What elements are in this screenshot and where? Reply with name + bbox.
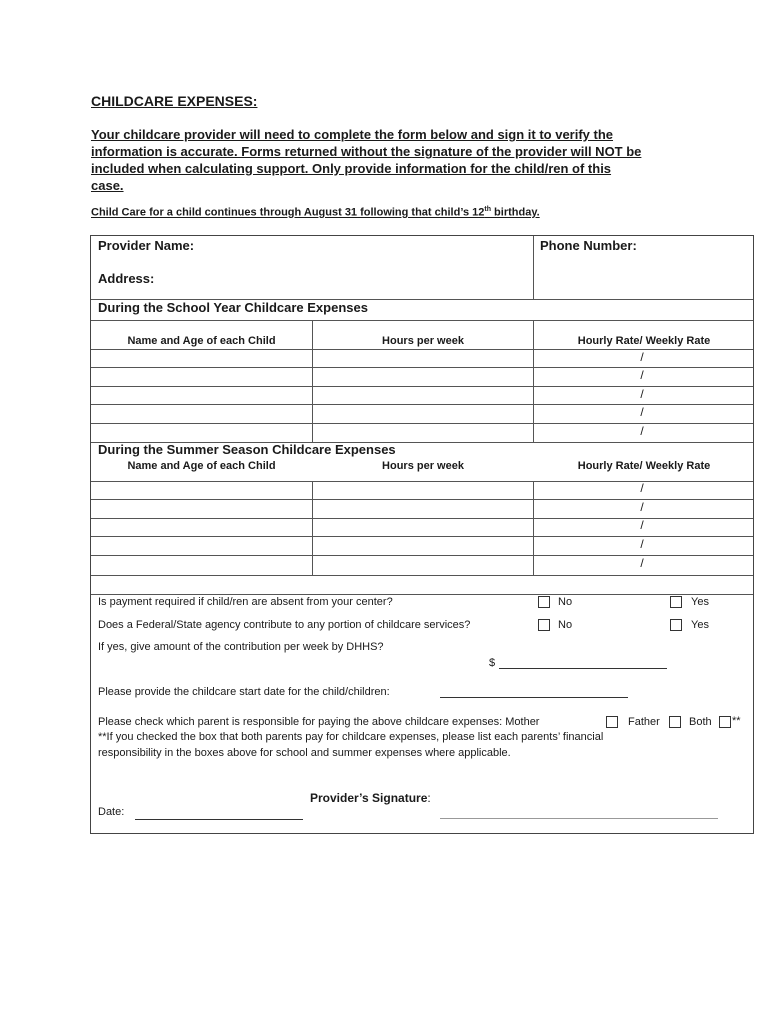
absent-payment-question: Is payment required if child/ren are absent from your center? — [98, 596, 393, 608]
agency-no-label: No — [558, 619, 573, 631]
summer-section-title: During the Summer Season Childcare Expenses — [98, 442, 396, 457]
agency-question: Does a Federal/State agency contribute to any portion of childcare services? — [98, 619, 471, 631]
contribution-amount-field[interactable] — [499, 668, 667, 669]
table-row — [91, 423, 753, 424]
summer-rate-cell[interactable]: / — [640, 518, 644, 532]
instruction-line: case. — [91, 178, 124, 193]
provider-name-label: Provider Name: — [98, 238, 195, 253]
table-row — [91, 386, 753, 387]
absent-no-checkbox[interactable] — [538, 596, 550, 608]
start-date-field[interactable] — [440, 697, 628, 698]
divider — [533, 481, 534, 576]
instruction-line: Your childcare provider will need to complete the form below and sign it to verify the — [91, 127, 614, 142]
summer-rate-cell[interactable]: / — [640, 556, 644, 570]
school-rate-cell[interactable]: / — [640, 387, 644, 401]
provider-signature-text: Provider’s Signature — [310, 791, 428, 805]
provider-signature-field[interactable] — [440, 818, 718, 819]
footnote-line: **If you checked the box that both parents pay for childcare expenses, please list each parents’ financial — [98, 731, 604, 743]
page-title: CHILDCARE EXPENSES: — [91, 93, 258, 109]
divider — [91, 320, 753, 321]
absent-yes-checkbox[interactable] — [670, 596, 682, 608]
expense-form — [90, 235, 754, 834]
start-date-question: Please provide the childcare start date for the child/children: — [98, 686, 390, 698]
school-rate-cell[interactable]: / — [640, 424, 644, 438]
divider — [533, 320, 534, 443]
divider — [91, 575, 753, 576]
age-note-superscript: th — [484, 206, 491, 213]
instructions-paragraph — [91, 126, 691, 194]
summer-col-hours: Hours per week — [382, 460, 464, 472]
divider — [312, 481, 313, 576]
table-row — [91, 404, 753, 405]
table-row — [91, 555, 753, 556]
summer-col-rate: Hourly Rate/ Weekly Rate — [577, 460, 711, 472]
agency-yes-checkbox[interactable] — [670, 619, 682, 631]
both-checkbox[interactable] — [719, 716, 731, 728]
agency-no-checkbox[interactable] — [538, 619, 550, 631]
date-label: Date: — [98, 806, 125, 818]
divider — [533, 236, 534, 299]
table-row — [91, 349, 753, 350]
absent-yes-label: Yes — [691, 596, 709, 608]
age-note-suffix: birthday. — [490, 206, 540, 219]
phone-number-label: Phone Number: — [540, 238, 637, 253]
both-label: Both — [689, 716, 712, 728]
school-col-rate: Hourly Rate/ Weekly Rate — [577, 335, 711, 347]
parent-check-question: Please check which parent is responsible for paying the above childcare expenses: Mother — [98, 716, 540, 728]
school-rate-cell[interactable]: / — [640, 405, 644, 419]
absent-no-label: No — [558, 596, 573, 608]
summer-rate-cell[interactable]: / — [640, 500, 644, 514]
summer-rate-cell[interactable]: / — [640, 537, 644, 551]
father-label: Father — [628, 716, 660, 728]
provider-signature-colon: : — [427, 791, 431, 805]
table-row — [91, 499, 753, 500]
mother-checkbox[interactable] — [606, 716, 618, 728]
age-note — [91, 206, 540, 219]
divider — [91, 594, 753, 595]
school-col-hours: Hours per week — [382, 335, 464, 347]
school-section-title: During the School Year Childcare Expenses — [98, 300, 368, 315]
provider-signature-label — [310, 791, 431, 805]
divider — [312, 320, 313, 443]
both-footnote-marker: ** — [732, 715, 741, 727]
table-row — [91, 367, 753, 368]
instruction-line: information is accurate. Forms returned without the signature of the provider will NOT be — [91, 144, 642, 159]
dollar-sign: $ — [489, 657, 496, 669]
school-rate-cell[interactable]: / — [640, 368, 644, 382]
summer-col-name: Name and Age of each Child — [127, 460, 276, 472]
age-note-text: Child Care for a child continues through August 31 following that child’s 12 — [91, 206, 485, 219]
footnote-line: responsibility in the boxes above for school and summer expenses where applicable. — [98, 747, 511, 759]
summer-rate-cell[interactable]: / — [640, 481, 644, 495]
school-col-name: Name and Age of each Child — [127, 335, 276, 347]
instruction-line: included when calculating support. Only provide information for the child/ren of this — [91, 161, 612, 176]
table-row — [91, 518, 753, 519]
address-label: Address: — [98, 271, 155, 286]
date-field[interactable] — [135, 819, 303, 820]
table-row — [91, 481, 753, 482]
contribution-question: If yes, give amount of the contribution per week by DHHS? — [98, 641, 384, 653]
father-checkbox[interactable] — [669, 716, 681, 728]
agency-yes-label: Yes — [691, 619, 709, 631]
school-rate-cell[interactable]: / — [640, 350, 644, 364]
table-row — [91, 536, 753, 537]
